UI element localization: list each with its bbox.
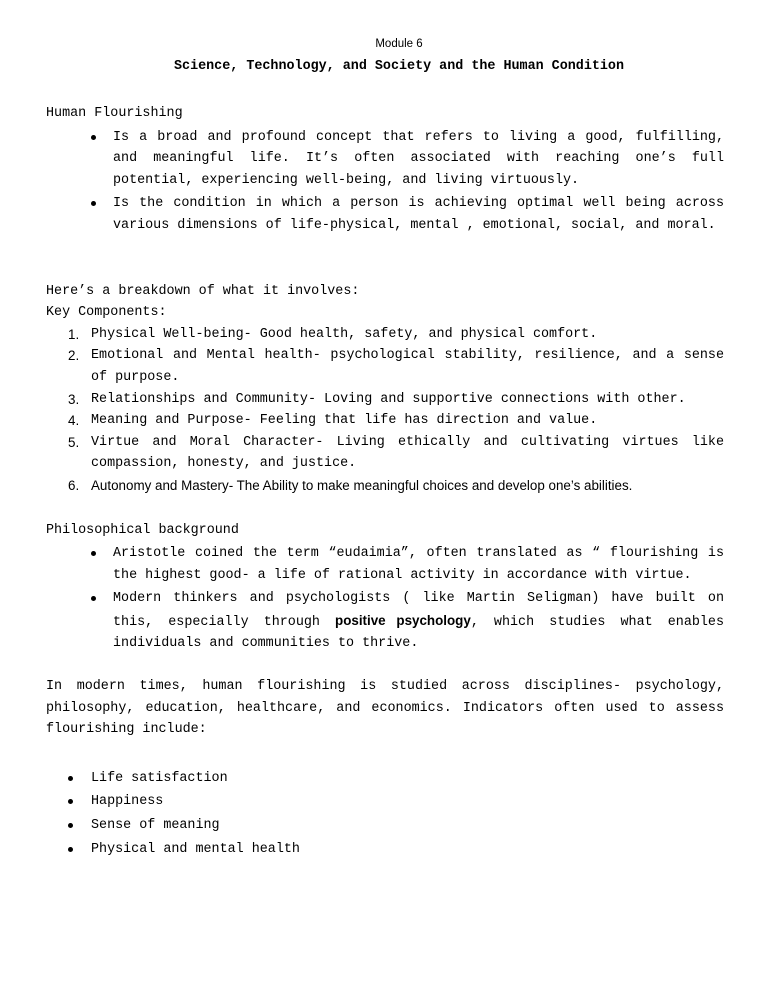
- flourishing-bullet-list: [46, 127, 724, 237]
- bullet-icon: [91, 201, 96, 206]
- list-item-text: Happiness: [91, 794, 164, 810]
- list-number: 1.: [68, 326, 80, 342]
- list-number: 3.: [68, 391, 80, 407]
- list-number: 4.: [68, 413, 80, 429]
- list-item: [46, 127, 724, 192]
- document-title: Science, Technology, and Society and the Human Condition: [174, 59, 624, 74]
- list-item: [46, 432, 724, 475]
- list-item: [46, 345, 724, 388]
- section-heading-human-flourishing: Human Flourishing: [46, 106, 183, 121]
- list-item-text: Relationships and Community- Loving and supportive connections with other.: [91, 391, 686, 407]
- modern-times-paragraph: In modern times, human flourishing is studied across disciplines- psychology, philosophy, education, healthcare, and economics. Indicators often used to assess flourishing include:: [46, 679, 724, 738]
- bullet-icon: [68, 776, 73, 781]
- bullet-icon: [68, 799, 73, 804]
- list-item: [46, 324, 724, 346]
- list-item: [46, 791, 724, 813]
- list-item: [46, 839, 724, 861]
- emphasis-positive-psychology: positive psychology: [335, 612, 471, 628]
- list-item-text: Emotional and Mental health- psychological stability, resilience, and a sense of purpose.: [91, 348, 724, 385]
- document-page: [46, 34, 724, 860]
- list-item-text-part: Modern thinkers and psychologists ( like Martin Seligman) have built on this, especially through: [113, 591, 724, 630]
- list-item-text: Is the condition in which a person is achieving optimal well being across various dimensions of life-physical, mental , emotional, social, and moral.: [113, 196, 724, 233]
- list-number: 2.: [68, 348, 80, 364]
- list-item: [46, 815, 724, 837]
- list-number: 6.: [68, 477, 80, 493]
- list-item-text: Virtue and Moral Character- Living ethically and cultivating virtues like compassion, honesty, and justice.: [91, 434, 724, 472]
- list-number: 5.: [68, 434, 80, 450]
- bullet-icon: [68, 847, 73, 852]
- list-item-text: Physical Well-being- Good health, safety, and physical comfort.: [91, 326, 598, 342]
- list-item-text: Is a broad and profound concept that refers to living a good, fulfilling, and meaningful life. It’s often associated with reaching one’s full potential, experiencing well-being, and living virtuously.: [113, 129, 724, 188]
- list-item-text: Sense of meaning: [91, 818, 220, 834]
- list-item: [46, 588, 724, 655]
- list-item-text: Physical and mental health: [91, 841, 300, 857]
- bullet-icon: [91, 135, 96, 140]
- list-item: [46, 389, 724, 411]
- section-heading-philosophical-background: Philosophical background: [46, 522, 239, 538]
- key-components-heading: Key Components:: [46, 305, 167, 321]
- bullet-icon: [91, 596, 96, 601]
- list-item-text: Meaning and Purpose- Feeling that life has direction and value.: [91, 413, 598, 429]
- bullet-icon: [68, 823, 73, 828]
- list-item-text: Autonomy and Mastery- The Ability to make meaningful choices and develop one’s abilities.: [91, 477, 633, 493]
- list-item: [46, 768, 724, 790]
- list-item-text-part: , which studies what enables individuals and communities to thrive.: [113, 614, 724, 652]
- list-item: [46, 193, 724, 236]
- module-label: Module 6: [375, 38, 423, 50]
- bullet-icon: [91, 551, 96, 556]
- list-item: [46, 410, 724, 432]
- list-item-text: Aristotle coined the term “eudaimia”, often translated as “ flourishing is the highest good- a life of rational activity in accordance with virtue.: [113, 546, 724, 583]
- list-item: [46, 475, 724, 499]
- breakdown-intro: Here’s a breakdown of what it involves:: [46, 283, 360, 299]
- indicators-bullet-list: [46, 768, 724, 860]
- list-item: [46, 543, 724, 586]
- list-item-text: Life satisfaction: [91, 770, 228, 786]
- key-components-list: [46, 324, 724, 499]
- philosophical-bullet-list: [46, 543, 724, 655]
